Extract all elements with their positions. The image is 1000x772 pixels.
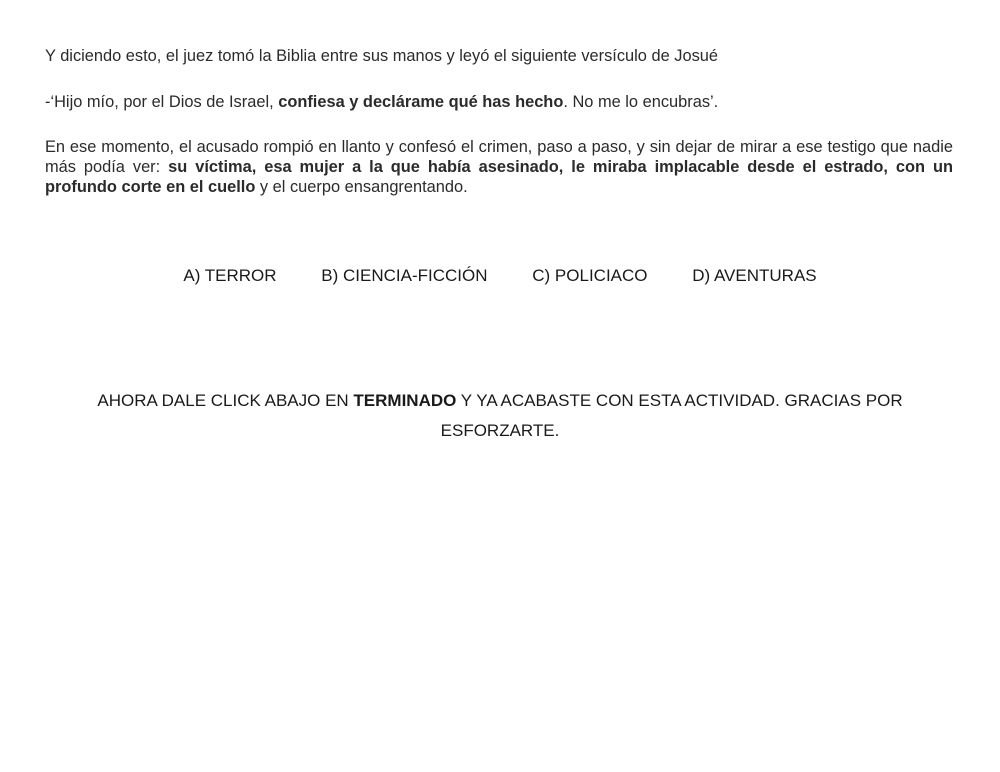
confession-text-bold: su víctima, esa mujer a la que había asesinado, le miraba implacable desde el estrado, con un profundo corte en el cuello — [45, 158, 954, 196]
option-b[interactable]: B) CIENCIA-FICCIÓN — [321, 266, 488, 285]
verse-paragraph — [45, 92, 953, 112]
option-d[interactable]: D) AVENTURAS — [692, 266, 817, 285]
option-c[interactable]: C) POLICIACO — [532, 266, 648, 285]
confession-paragraph — [45, 137, 953, 197]
intro-paragraph — [45, 46, 953, 66]
verse-text-bold: confiesa y declárame qué has hecho — [278, 93, 564, 111]
intro-text: Y diciendo esto, el juez tomó la Biblia entre sus manos y leyó el siguiente versículo de Josué — [45, 47, 719, 65]
closing-text-bold: TERMINADO — [353, 391, 457, 410]
genre-options — [0, 265, 1000, 287]
closing-text-start: AHORA DALE CLICK ABAJO EN — [97, 391, 354, 410]
closing-instruction — [60, 386, 940, 446]
verse-text-end: . No me lo encubras’. — [563, 93, 719, 111]
confession-text-start: En ese momento, el acusado rompió en llanto y confesó el crimen, paso a paso, y sin dejar de mirar a ese testigo que nadie más podía ver: — [45, 138, 953, 176]
confession-text-end: y el cuerpo ensangrentando. — [255, 178, 468, 196]
closing-text-end: Y YA ACABASTE CON ESTA ACTIVIDAD. GRACIAS POR ESFORZARTE. — [440, 391, 903, 440]
verse-text-start: -‘Hijo mío, por el Dios de Israel, — [45, 93, 279, 111]
option-a[interactable]: A) TERROR — [183, 266, 277, 285]
